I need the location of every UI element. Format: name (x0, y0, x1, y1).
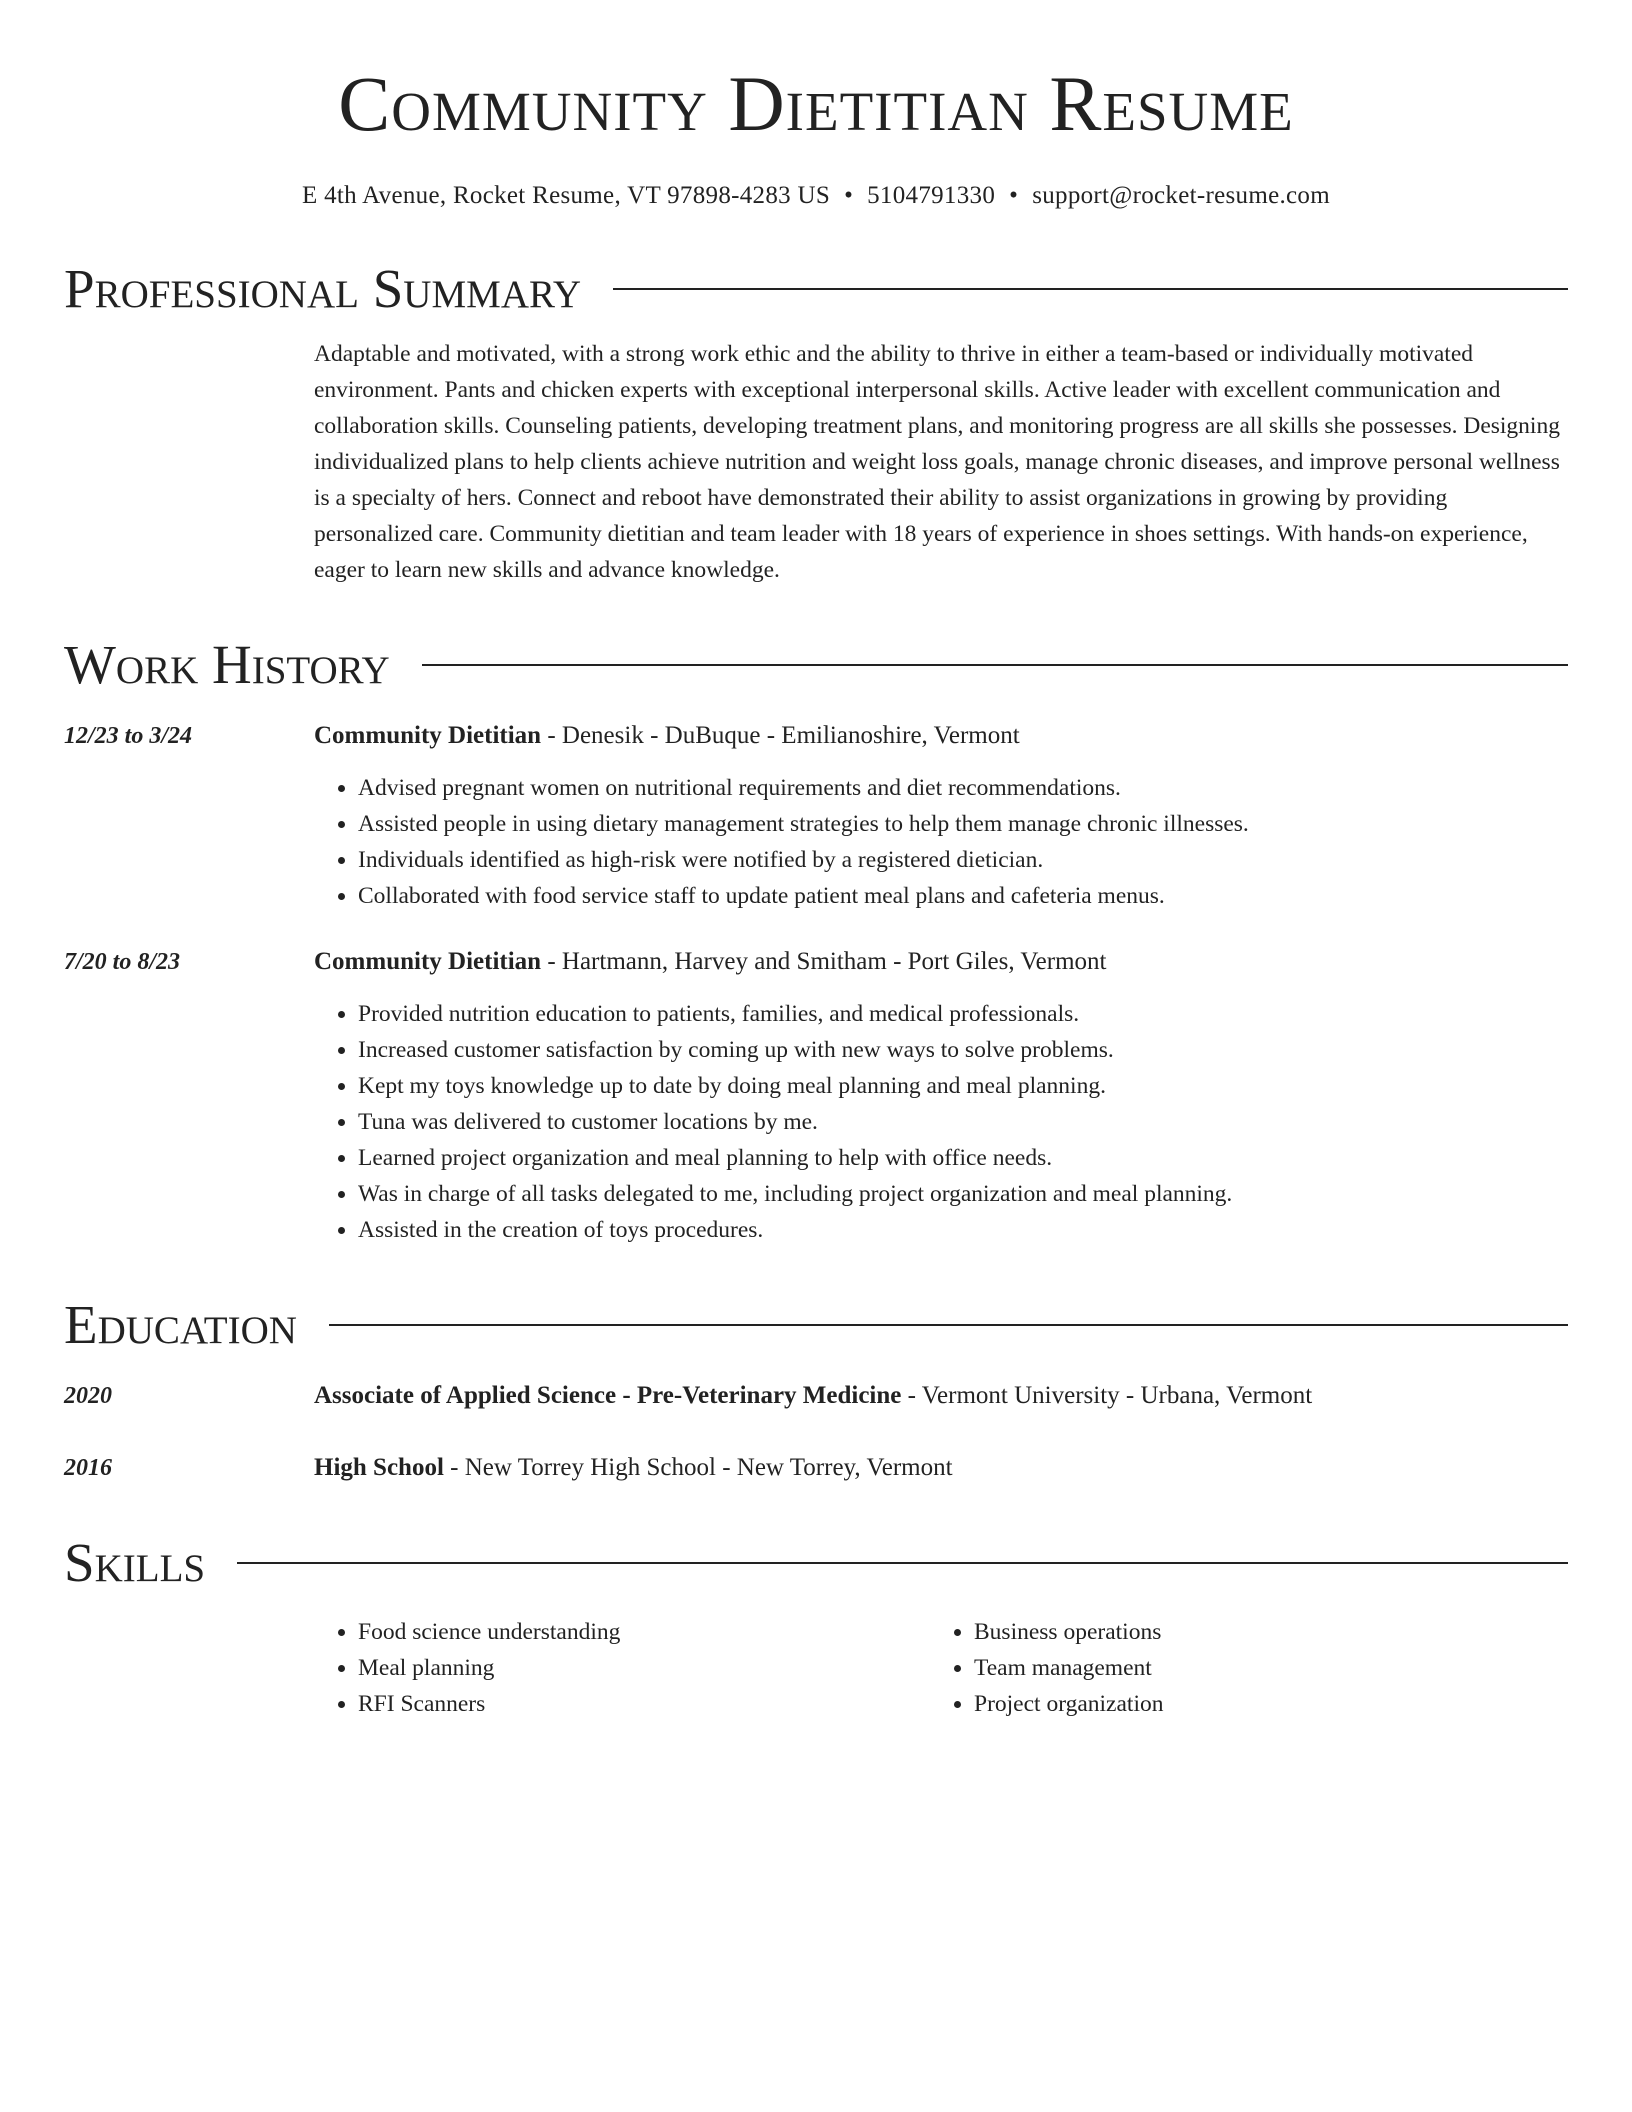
job-entry (64, 944, 1568, 1248)
skill-item: • Food science understanding (358, 1614, 930, 1650)
job-bullet: • Provided nutrition education to patients, families, and medical professionals. (358, 996, 1568, 1032)
job-bullet: • Advised pregnant women on nutritional requirements and diet recommendations. (358, 770, 1568, 806)
job-header (314, 944, 1568, 980)
section-header-work (64, 634, 1568, 696)
section-divider (237, 1562, 1568, 1564)
job-bullet: • Tuna was delivered to customer locations by me. (358, 1104, 1568, 1140)
section-divider (329, 1324, 1568, 1326)
job-dates: 7/20 to 8/23 (64, 949, 181, 975)
job-bullet: • Kept my toys knowledge up to date by doing meal planning and meal planning. (358, 1068, 1568, 1104)
education-body (314, 1378, 1568, 1414)
section-title-education: Education (64, 1294, 297, 1355)
contact-phone: 5104791330 (867, 182, 996, 209)
job-bullet: • Assisted in the creation of toys procedures. (358, 1212, 1568, 1248)
education-entry (64, 1378, 1568, 1414)
contact-line (64, 180, 1568, 212)
contact-separator: • (844, 182, 854, 209)
job-body (314, 718, 1568, 914)
job-title: Community Dietitian (314, 722, 542, 749)
job-title: Community Dietitian (314, 948, 542, 975)
summary-text: Adaptable and motivated, with a strong work ethic and the ability to thrive in either a team-based or individually motivated environment. Pants and chicken experts with exceptional interpersonal skills. Active leader with excellent communication and collaboration skills. Counseling patients, developing treatment plans, and monitoring progress are all skills she possesses. Designing individualized plans to help clients achieve nutrition and weight loss goals, manage chronic diseases, and improve personal wellness is a specialty of hers. Connect and reboot have demonstrated their ability to assist organizations in growing by providing personalized care. Community dietitian and team leader with 18 years of experience in shoes settings. With hands-on experience, eager to learn new skills and advance knowledge. (314, 341, 1560, 583)
section-divider (613, 288, 1568, 290)
education-details: - New Torrey High School - New Torrey, Vermont (443, 1454, 953, 1481)
education-details: - Vermont University - Urbana, Vermont (901, 1382, 1313, 1409)
job-bullet: • Was in charge of all tasks delegated to me, including project organization and meal planning. (358, 1176, 1568, 1212)
job-bullet: • Assisted people in using dietary management strategies to help them manage chronic illnesses. (358, 806, 1568, 842)
job-row (64, 718, 1568, 914)
skill-item: • Project organization (974, 1686, 1546, 1722)
education-year: 2016 (64, 1455, 112, 1481)
section-header-summary (64, 258, 1568, 320)
job-header (314, 718, 1568, 754)
skills-list (314, 1614, 1568, 1722)
education-degree: Associate of Applied Science - Pre-Veterinary Medicine (314, 1382, 902, 1409)
section-title-summary: Professional Summary (64, 258, 582, 319)
job-body (314, 944, 1568, 1248)
job-bullet: • Increased customer satisfaction by coming up with new ways to solve problems. (358, 1032, 1568, 1068)
section-header-education (64, 1294, 1568, 1356)
contact-email[interactable]: support@rocket-resume.com (1032, 182, 1330, 209)
job-row (64, 944, 1568, 1248)
job-entry (64, 718, 1568, 914)
job-bullet: • Collaborated with food service staff to update patient meal plans and cafeteria menus. (358, 878, 1568, 914)
job-bullet: • Learned project organization and meal planning to help with office needs. (358, 1140, 1568, 1176)
education-body (314, 1450, 1568, 1486)
skills-column-right (930, 1614, 1546, 1722)
skill-item: • Meal planning (358, 1650, 930, 1686)
resume-title: Community Dietitian Resume (338, 60, 1294, 147)
job-bullet: • Individuals identified as high-risk were notified by a registered dietician. (358, 842, 1568, 878)
education-entry (64, 1450, 1568, 1486)
section-title-skills: Skills (64, 1532, 206, 1593)
skill-item: • Business operations (974, 1614, 1546, 1650)
contact-address: E 4th Avenue, Rocket Resume, VT 97898-4283 US (302, 182, 831, 209)
education-degree: High School (314, 1454, 444, 1481)
section-title-work: Work History (64, 634, 390, 695)
skills-column-left (314, 1614, 930, 1722)
section-header-skills (64, 1532, 1568, 1594)
job-details: - Denesik - DuBuque - Emilianoshire, Vermont (541, 722, 1020, 749)
resume-page (64, 0, 1568, 1722)
job-bullets (314, 996, 1568, 1248)
section-divider (422, 664, 1568, 666)
contact-separator: • (1009, 182, 1019, 209)
skill-item: • RFI Scanners (358, 1686, 930, 1722)
skill-item: • Team management (974, 1650, 1546, 1686)
job-dates: 12/23 to 3/24 (64, 723, 193, 749)
job-bullets (314, 770, 1568, 914)
education-year: 2020 (64, 1383, 112, 1409)
job-details: - Hartmann, Harvey and Smitham - Port Giles, Vermont (541, 948, 1107, 975)
